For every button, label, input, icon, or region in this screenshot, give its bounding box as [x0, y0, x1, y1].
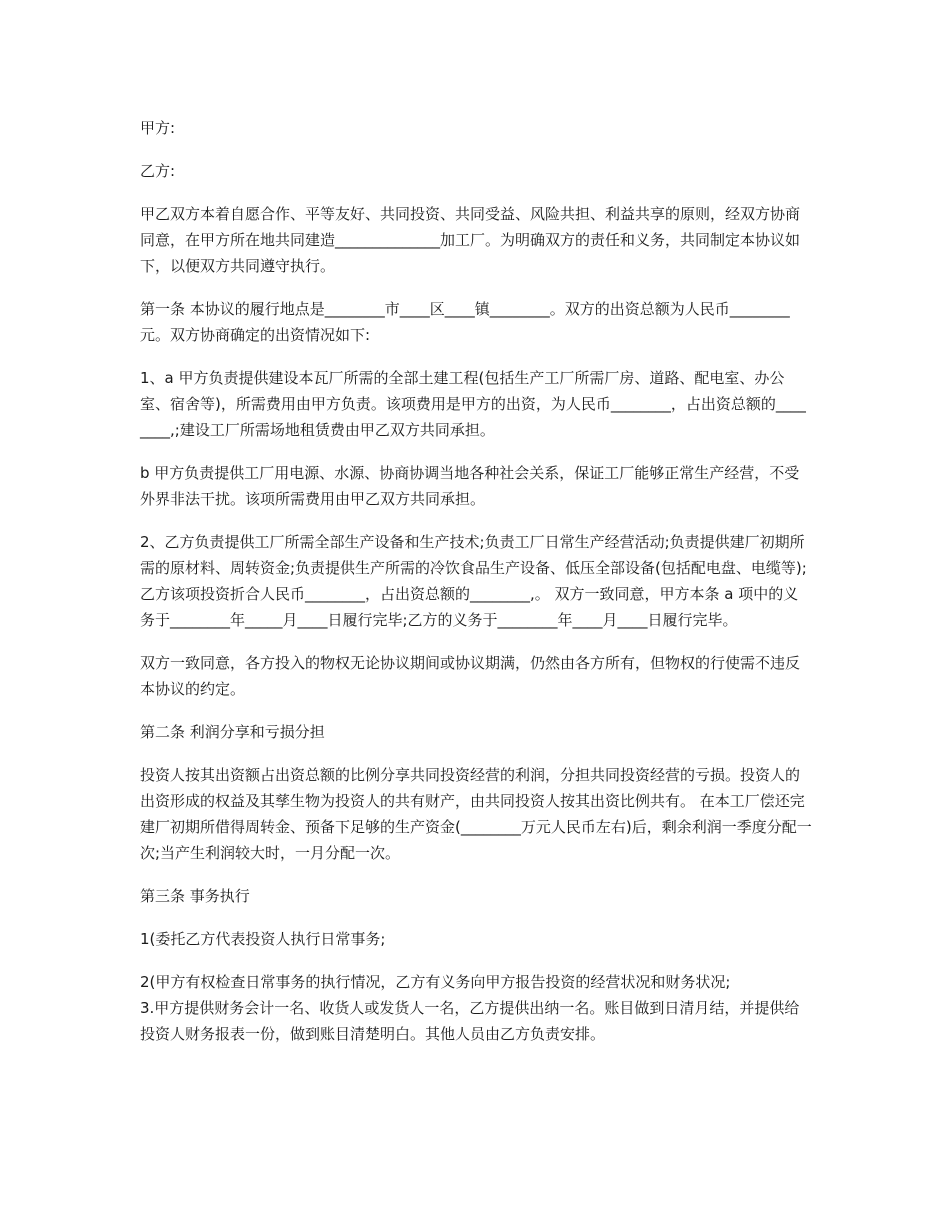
clause-1b-paragraph: b 甲方负责提供工厂用电源、水源、协商协调当地各种社会关系，保证工厂能够正常生产经营，不受外界非法干扰。该项所需费用由甲乙双方共同承担。 [140, 464, 800, 508]
party-b-line: 乙方: [140, 162, 176, 180]
article-3-heading: 第三条 事务执行 [140, 887, 250, 905]
affairs-item-2: 2(甲方有权检查日常事务的执行情况，乙方有义务向甲方报告投资的经营状况和财务状况; [140, 973, 731, 991]
clause-2-paragraph: 2、乙方负责提供工厂所需全部生产设备和生产技术;负责工厂日常生产经营活动;负责提供建厂初期所需的原材料、周转资金;负责提供生产所需的冷饮食品生产设备、低压全部设备(包括配电盘、电缆等);乙方该项投资折合人民币________，占出资总额的________,。 双方一致同意，甲方本条 a 项中的义务于________年_____月____日履行完毕;乙方的义务于________年____月____日履行完毕。 [140, 533, 807, 629]
document-page [140, 115, 812, 1047]
affairs-item-3: 3.甲方提供财务会计一名、收货人或发货人一名，乙方提供出纳一名。账目做到日清月结，并提供给投资人财务报表一份，做到账目清楚明白。其他人员由乙方负责安排。 [140, 999, 800, 1043]
party-a-line: 甲方: [140, 119, 176, 137]
affairs-item-1: 1(委托乙方代表投资人执行日常事务; [140, 930, 386, 948]
clause-1a-paragraph: 1、a 甲方负责提供建设本瓦厂所需的全部土建工程(包括生产工厂所需厂房、道路、配电室、办公室、宿舍等)，所需费用由甲方负责。该项费用是甲方的出资，为人民币________，占出资总额的________,;建设工厂所需场地租赁费由甲乙双方共同承担。 [140, 369, 806, 439]
article-2-heading: 第二条 利润分享和亏损分担 [140, 723, 325, 741]
property-rights-paragraph: 双方一致同意，各方投入的物权无论协议期间或协议期满，仍然由各方所有，但物权的行使需不违反本协议的约定。 [140, 654, 801, 698]
preamble-paragraph: 甲乙双方本着自愿合作、平等友好、共同投资、共同受益、风险共担、利益共享的原则，经双方协商同意，在甲方所在地共同建造______________加工厂。为明确双方的责任和义务，共同制定本协议如下，以便双方共同遵守执行。 [140, 205, 801, 275]
profit-sharing-paragraph: 投资人按其出资额占出资总额的比例分享共同投资经营的利润，分担共同投资经营的亏损。投资人的出资形成的权益及其孳生物为投资人的共有财产，由共同投资人按其出资比例共有。 在本工厂偿还完建厂初期所借得周转金、预备下足够的生产资金(________万元人民币左右)后，剩余利润一季度分配一次;当产生利润较大时，一月分配一次。 [140, 766, 812, 862]
article-1-paragraph: 第一条 本协议的履行地点是________市____区____镇________。双方的出资总额为人民币________元。双方协商确定的出资情况如下: [140, 300, 790, 344]
